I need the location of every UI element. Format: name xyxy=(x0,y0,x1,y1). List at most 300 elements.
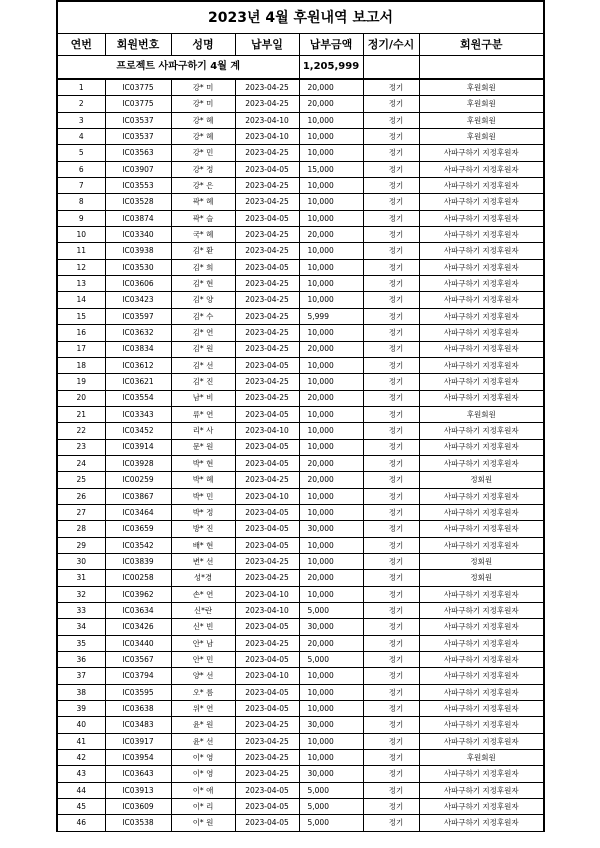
row-pay-date-cell: 2023-04-25 xyxy=(235,390,299,406)
row-name-cell: 강* 혜 xyxy=(171,129,235,145)
row-amount-cell: 20,000 xyxy=(299,227,363,243)
row-seq-cell: 19 xyxy=(57,374,105,390)
row-member-type-cell: 사파구하기 지정후원자 xyxy=(419,537,544,553)
row-payment-type-cell: 정기 xyxy=(363,374,419,390)
row-pay-date-cell: 2023-04-25 xyxy=(235,79,299,96)
row-member-type-cell: 사파구하기 지정후원자 xyxy=(419,325,544,341)
row-amount-cell: 20,000 xyxy=(299,635,363,651)
table-row xyxy=(57,799,544,815)
row-pay-date-cell: 2023-04-05 xyxy=(235,504,299,520)
row-seq-cell: 35 xyxy=(57,635,105,651)
row-pay-date-cell: 2023-04-05 xyxy=(235,537,299,553)
row-seq-cell: 38 xyxy=(57,684,105,700)
row-payment-type-cell: 정기 xyxy=(363,472,419,488)
row-member-id-cell: IC03775 xyxy=(105,96,171,112)
row-seq-cell: 36 xyxy=(57,652,105,668)
table-row xyxy=(57,129,544,145)
row-amount-cell: 20,000 xyxy=(299,341,363,357)
row-pay-date-cell: 2023-04-25 xyxy=(235,325,299,341)
row-member-id-cell: IC03839 xyxy=(105,553,171,569)
row-pay-date-cell: 2023-04-25 xyxy=(235,178,299,194)
row-name-cell: 김* 선 xyxy=(171,357,235,373)
row-member-id-cell: IC03530 xyxy=(105,259,171,275)
row-member-id-cell: IC03962 xyxy=(105,586,171,602)
row-member-type-cell: 사파구하기 지정후원자 xyxy=(419,439,544,455)
row-seq-cell: 5 xyxy=(57,145,105,161)
row-pay-date-cell: 2023-04-25 xyxy=(235,308,299,324)
row-member-type-cell: 정회원 xyxy=(419,553,544,569)
row-seq-cell: 42 xyxy=(57,750,105,766)
row-member-type-cell: 후원회원 xyxy=(419,79,544,96)
row-pay-date-cell: 2023-04-25 xyxy=(235,733,299,749)
row-member-id-cell: IC03426 xyxy=(105,619,171,635)
table-row xyxy=(57,227,544,243)
row-seq-cell: 45 xyxy=(57,799,105,815)
row-amount-cell: 30,000 xyxy=(299,521,363,537)
table-row xyxy=(57,79,544,96)
table-row xyxy=(57,488,544,504)
table-row xyxy=(57,521,544,537)
row-name-cell: 김* 연 xyxy=(171,325,235,341)
row-seq-cell: 3 xyxy=(57,112,105,128)
row-name-cell: 이* 애 xyxy=(171,782,235,798)
row-name-cell: 이* 영 xyxy=(171,766,235,782)
row-member-type-cell: 사파구하기 지정후원자 xyxy=(419,619,544,635)
row-member-type-cell: 정회원 xyxy=(419,570,544,586)
row-member-type-cell: 사파구하기 지정후원자 xyxy=(419,782,544,798)
row-seq-cell: 23 xyxy=(57,439,105,455)
row-member-type-cell: 사파구하기 지정후원자 xyxy=(419,390,544,406)
row-seq-cell: 32 xyxy=(57,586,105,602)
row-name-cell: 강* 미 xyxy=(171,79,235,96)
summary-empty-cell xyxy=(419,56,544,80)
row-name-cell: 위* 연 xyxy=(171,701,235,717)
row-member-id-cell: IC03609 xyxy=(105,799,171,815)
row-amount-cell: 20,000 xyxy=(299,96,363,112)
row-pay-date-cell: 2023-04-05 xyxy=(235,439,299,455)
row-name-cell: 국* 혜 xyxy=(171,227,235,243)
header-amount: 납부금액 xyxy=(299,34,363,56)
table-row xyxy=(57,570,544,586)
row-member-id-cell: IC03528 xyxy=(105,194,171,210)
row-seq-cell: 4 xyxy=(57,129,105,145)
row-pay-date-cell: 2023-04-05 xyxy=(235,259,299,275)
row-payment-type-cell: 정기 xyxy=(363,439,419,455)
row-name-cell: 강* 정 xyxy=(171,161,235,177)
row-member-id-cell: IC03423 xyxy=(105,292,171,308)
row-member-id-cell: IC03343 xyxy=(105,406,171,422)
row-pay-date-cell: 2023-04-05 xyxy=(235,815,299,831)
row-pay-date-cell: 2023-04-25 xyxy=(235,243,299,259)
table-row xyxy=(57,472,544,488)
row-pay-date-cell: 2023-04-25 xyxy=(235,635,299,651)
table-row xyxy=(57,701,544,717)
row-member-id-cell: IC03834 xyxy=(105,341,171,357)
row-amount-cell: 10,000 xyxy=(299,145,363,161)
row-seq-cell: 31 xyxy=(57,570,105,586)
row-pay-date-cell: 2023-04-10 xyxy=(235,603,299,619)
row-amount-cell: 10,000 xyxy=(299,194,363,210)
row-seq-cell: 37 xyxy=(57,668,105,684)
report-sheet xyxy=(56,0,543,832)
row-payment-type-cell: 정기 xyxy=(363,603,419,619)
row-name-cell: 강* 미 xyxy=(171,96,235,112)
row-member-type-cell: 사파구하기 지정후원자 xyxy=(419,701,544,717)
row-amount-cell: 10,000 xyxy=(299,733,363,749)
row-member-type-cell: 사파구하기 지정후원자 xyxy=(419,684,544,700)
row-pay-date-cell: 2023-04-05 xyxy=(235,619,299,635)
row-seq-cell: 43 xyxy=(57,766,105,782)
row-payment-type-cell: 정기 xyxy=(363,521,419,537)
row-name-cell: 양* 선 xyxy=(171,668,235,684)
row-pay-date-cell: 2023-04-05 xyxy=(235,357,299,373)
row-name-cell: 류* 연 xyxy=(171,406,235,422)
row-member-type-cell: 사파구하기 지정후원자 xyxy=(419,815,544,831)
table-row xyxy=(57,635,544,651)
row-pay-date-cell: 2023-04-25 xyxy=(235,750,299,766)
header-member-type: 회원구분 xyxy=(419,34,544,56)
row-member-type-cell: 사파구하기 지정후원자 xyxy=(419,243,544,259)
row-amount-cell: 5,000 xyxy=(299,815,363,831)
row-seq-cell: 26 xyxy=(57,488,105,504)
row-seq-cell: 14 xyxy=(57,292,105,308)
row-seq-cell: 20 xyxy=(57,390,105,406)
row-payment-type-cell: 정기 xyxy=(363,423,419,439)
row-pay-date-cell: 2023-04-05 xyxy=(235,652,299,668)
row-member-id-cell: IC03440 xyxy=(105,635,171,651)
header-row xyxy=(57,34,544,56)
row-amount-cell: 20,000 xyxy=(299,390,363,406)
row-member-type-cell: 사파구하기 지정후원자 xyxy=(419,799,544,815)
row-member-id-cell: IC03538 xyxy=(105,815,171,831)
row-member-id-cell: IC03612 xyxy=(105,357,171,373)
row-member-id-cell: IC03553 xyxy=(105,178,171,194)
row-payment-type-cell: 정기 xyxy=(363,750,419,766)
table-row xyxy=(57,145,544,161)
row-pay-date-cell: 2023-04-10 xyxy=(235,112,299,128)
row-member-type-cell: 사파구하기 지정후원자 xyxy=(419,145,544,161)
row-payment-type-cell: 정기 xyxy=(363,799,419,815)
table-row xyxy=(57,161,544,177)
row-pay-date-cell: 2023-04-25 xyxy=(235,374,299,390)
report-body xyxy=(57,1,544,831)
row-pay-date-cell: 2023-04-25 xyxy=(235,194,299,210)
row-seq-cell: 22 xyxy=(57,423,105,439)
table-row xyxy=(57,390,544,406)
row-amount-cell: 10,000 xyxy=(299,537,363,553)
report-title: 2023년 4월 후원내역 보고서 xyxy=(57,1,544,34)
row-amount-cell: 10,000 xyxy=(299,586,363,602)
row-amount-cell: 10,000 xyxy=(299,701,363,717)
table-row xyxy=(57,308,544,324)
row-name-cell: 김* 양 xyxy=(171,292,235,308)
row-name-cell: 리* 사 xyxy=(171,423,235,439)
header-seq: 연번 xyxy=(57,34,105,56)
row-member-type-cell: 사파구하기 지정후원자 xyxy=(419,603,544,619)
row-pay-date-cell: 2023-04-25 xyxy=(235,472,299,488)
row-name-cell: 강* 민 xyxy=(171,145,235,161)
row-amount-cell: 10,000 xyxy=(299,553,363,569)
row-member-type-cell: 사파구하기 지정후원자 xyxy=(419,259,544,275)
row-name-cell: 박* 정 xyxy=(171,504,235,520)
row-member-id-cell: IC00259 xyxy=(105,472,171,488)
table-row xyxy=(57,243,544,259)
row-member-id-cell: IC03907 xyxy=(105,161,171,177)
row-seq-cell: 29 xyxy=(57,537,105,553)
table-row xyxy=(57,194,544,210)
row-amount-cell: 30,000 xyxy=(299,619,363,635)
row-name-cell: 손* 연 xyxy=(171,586,235,602)
row-pay-date-cell: 2023-04-10 xyxy=(235,586,299,602)
row-seq-cell: 41 xyxy=(57,733,105,749)
row-seq-cell: 40 xyxy=(57,717,105,733)
summary-empty-cell xyxy=(363,56,419,80)
row-member-id-cell: IC03913 xyxy=(105,782,171,798)
row-seq-cell: 27 xyxy=(57,504,105,520)
row-member-type-cell: 사파구하기 지정후원자 xyxy=(419,586,544,602)
row-pay-date-cell: 2023-04-25 xyxy=(235,292,299,308)
header-pay-date: 납부일 xyxy=(235,34,299,56)
row-member-type-cell: 사파구하기 지정후원자 xyxy=(419,308,544,324)
row-seq-cell: 30 xyxy=(57,553,105,569)
row-payment-type-cell: 정기 xyxy=(363,766,419,782)
row-member-type-cell: 사파구하기 지정후원자 xyxy=(419,210,544,226)
row-name-cell: 곽* 혜 xyxy=(171,194,235,210)
summary-amount: 1,205,999 xyxy=(299,56,363,80)
row-payment-type-cell: 정기 xyxy=(363,178,419,194)
row-member-id-cell: IC03597 xyxy=(105,308,171,324)
row-member-type-cell: 사파구하기 지정후원자 xyxy=(419,766,544,782)
row-amount-cell: 5,000 xyxy=(299,652,363,668)
row-amount-cell: 10,000 xyxy=(299,292,363,308)
table-row xyxy=(57,684,544,700)
row-member-type-cell: 사파구하기 지정후원자 xyxy=(419,488,544,504)
row-member-id-cell: IC03938 xyxy=(105,243,171,259)
row-member-id-cell: IC03621 xyxy=(105,374,171,390)
row-member-id-cell: IC03483 xyxy=(105,717,171,733)
table-row xyxy=(57,423,544,439)
row-name-cell: 강* 혜 xyxy=(171,112,235,128)
row-amount-cell: 10,000 xyxy=(299,129,363,145)
row-member-type-cell: 사파구하기 지정후원자 xyxy=(419,423,544,439)
row-payment-type-cell: 정기 xyxy=(363,815,419,831)
row-payment-type-cell: 정기 xyxy=(363,308,419,324)
row-member-id-cell: IC03537 xyxy=(105,129,171,145)
row-name-cell: 방* 진 xyxy=(171,521,235,537)
row-name-cell: 윤* 원 xyxy=(171,717,235,733)
table-row xyxy=(57,815,544,831)
row-payment-type-cell: 정기 xyxy=(363,635,419,651)
table-row xyxy=(57,276,544,292)
row-amount-cell: 10,000 xyxy=(299,684,363,700)
row-member-type-cell: 사파구하기 지정후원자 xyxy=(419,227,544,243)
row-name-cell: 남* 비 xyxy=(171,390,235,406)
table-row xyxy=(57,341,544,357)
row-pay-date-cell: 2023-04-05 xyxy=(235,799,299,815)
row-member-id-cell: IC00258 xyxy=(105,570,171,586)
table-row xyxy=(57,603,544,619)
row-member-type-cell: 사파구하기 지정후원자 xyxy=(419,341,544,357)
row-payment-type-cell: 정기 xyxy=(363,406,419,422)
row-payment-type-cell: 정기 xyxy=(363,504,419,520)
row-payment-type-cell: 정기 xyxy=(363,717,419,733)
row-member-type-cell: 사파구하기 지정후원자 xyxy=(419,374,544,390)
row-payment-type-cell: 정기 xyxy=(363,652,419,668)
row-name-cell: 윤* 선 xyxy=(171,733,235,749)
row-member-type-cell: 후원회원 xyxy=(419,129,544,145)
row-name-cell: 성*경 xyxy=(171,570,235,586)
row-pay-date-cell: 2023-04-25 xyxy=(235,227,299,243)
table-row xyxy=(57,586,544,602)
row-name-cell: 강* 은 xyxy=(171,178,235,194)
row-seq-cell: 8 xyxy=(57,194,105,210)
table-row xyxy=(57,292,544,308)
row-payment-type-cell: 정기 xyxy=(363,210,419,226)
table-row xyxy=(57,652,544,668)
row-name-cell: 김* 수 xyxy=(171,308,235,324)
row-amount-cell: 10,000 xyxy=(299,374,363,390)
row-seq-cell: 21 xyxy=(57,406,105,422)
row-pay-date-cell: 2023-04-10 xyxy=(235,129,299,145)
row-member-id-cell: IC03917 xyxy=(105,733,171,749)
row-seq-cell: 16 xyxy=(57,325,105,341)
table-row xyxy=(57,537,544,553)
row-payment-type-cell: 정기 xyxy=(363,243,419,259)
row-amount-cell: 5,000 xyxy=(299,799,363,815)
summary-row xyxy=(57,56,544,80)
row-name-cell: 이* 원 xyxy=(171,815,235,831)
table-row xyxy=(57,733,544,749)
row-seq-cell: 44 xyxy=(57,782,105,798)
row-member-id-cell: IC03867 xyxy=(105,488,171,504)
donation-report-table xyxy=(56,0,545,832)
row-payment-type-cell: 정기 xyxy=(363,701,419,717)
row-member-type-cell: 사파구하기 지정후원자 xyxy=(419,521,544,537)
table-row xyxy=(57,553,544,569)
row-seq-cell: 12 xyxy=(57,259,105,275)
row-pay-date-cell: 2023-04-25 xyxy=(235,96,299,112)
row-payment-type-cell: 정기 xyxy=(363,488,419,504)
row-payment-type-cell: 정기 xyxy=(363,684,419,700)
row-amount-cell: 20,000 xyxy=(299,570,363,586)
row-name-cell: 박* 현 xyxy=(171,455,235,471)
row-name-cell: 안* 민 xyxy=(171,652,235,668)
table-row xyxy=(57,504,544,520)
row-payment-type-cell: 정기 xyxy=(363,129,419,145)
row-pay-date-cell: 2023-04-05 xyxy=(235,701,299,717)
row-payment-type-cell: 정기 xyxy=(363,96,419,112)
row-amount-cell: 5,000 xyxy=(299,603,363,619)
row-pay-date-cell: 2023-04-05 xyxy=(235,782,299,798)
row-amount-cell: 10,000 xyxy=(299,325,363,341)
row-payment-type-cell: 정기 xyxy=(363,537,419,553)
row-pay-date-cell: 2023-04-25 xyxy=(235,276,299,292)
row-name-cell: 신* 빈 xyxy=(171,619,235,635)
row-member-type-cell: 사파구하기 지정후원자 xyxy=(419,194,544,210)
row-name-cell: 안* 남 xyxy=(171,635,235,651)
row-payment-type-cell: 정기 xyxy=(363,733,419,749)
row-member-type-cell: 사파구하기 지정후원자 xyxy=(419,292,544,308)
row-seq-cell: 11 xyxy=(57,243,105,259)
row-member-type-cell: 사파구하기 지정후원자 xyxy=(419,733,544,749)
row-member-type-cell: 사파구하기 지정후원자 xyxy=(419,455,544,471)
row-member-type-cell: 사파구하기 지정후원자 xyxy=(419,668,544,684)
row-seq-cell: 15 xyxy=(57,308,105,324)
table-row xyxy=(57,325,544,341)
row-pay-date-cell: 2023-04-05 xyxy=(235,406,299,422)
row-name-cell: 김* 희 xyxy=(171,259,235,275)
row-amount-cell: 5,000 xyxy=(299,782,363,798)
row-amount-cell: 5,999 xyxy=(299,308,363,324)
row-payment-type-cell: 정기 xyxy=(363,276,419,292)
row-member-type-cell: 후원회원 xyxy=(419,406,544,422)
row-member-id-cell: IC03634 xyxy=(105,603,171,619)
row-member-type-cell: 후원회원 xyxy=(419,750,544,766)
row-seq-cell: 34 xyxy=(57,619,105,635)
row-seq-cell: 7 xyxy=(57,178,105,194)
row-member-type-cell: 사파구하기 지정후원자 xyxy=(419,635,544,651)
row-seq-cell: 46 xyxy=(57,815,105,831)
row-member-id-cell: IC03794 xyxy=(105,668,171,684)
table-row xyxy=(57,750,544,766)
row-amount-cell: 10,000 xyxy=(299,112,363,128)
header-name: 성명 xyxy=(171,34,235,56)
row-member-type-cell: 후원회원 xyxy=(419,96,544,112)
row-name-cell: 박* 민 xyxy=(171,488,235,504)
row-seq-cell: 25 xyxy=(57,472,105,488)
header-payment-type: 정기/수시 xyxy=(363,34,419,56)
row-amount-cell: 30,000 xyxy=(299,766,363,782)
row-payment-type-cell: 정기 xyxy=(363,455,419,471)
row-payment-type-cell: 정기 xyxy=(363,782,419,798)
row-member-id-cell: IC03659 xyxy=(105,521,171,537)
row-member-id-cell: IC03954 xyxy=(105,750,171,766)
row-pay-date-cell: 2023-04-05 xyxy=(235,684,299,700)
row-member-id-cell: IC03464 xyxy=(105,504,171,520)
row-amount-cell: 10,000 xyxy=(299,210,363,226)
row-seq-cell: 10 xyxy=(57,227,105,243)
row-payment-type-cell: 정기 xyxy=(363,79,419,96)
table-row xyxy=(57,259,544,275)
row-pay-date-cell: 2023-04-10 xyxy=(235,423,299,439)
row-member-id-cell: IC03874 xyxy=(105,210,171,226)
row-pay-date-cell: 2023-04-25 xyxy=(235,341,299,357)
row-name-cell: 신*란 xyxy=(171,603,235,619)
row-name-cell: 배* 현 xyxy=(171,537,235,553)
row-payment-type-cell: 정기 xyxy=(363,553,419,569)
table-row xyxy=(57,439,544,455)
row-member-id-cell: IC03340 xyxy=(105,227,171,243)
row-member-id-cell: IC03537 xyxy=(105,112,171,128)
row-amount-cell: 15,000 xyxy=(299,161,363,177)
row-payment-type-cell: 정기 xyxy=(363,112,419,128)
row-seq-cell: 28 xyxy=(57,521,105,537)
row-amount-cell: 10,000 xyxy=(299,439,363,455)
row-payment-type-cell: 정기 xyxy=(363,357,419,373)
row-amount-cell: 10,000 xyxy=(299,178,363,194)
table-row xyxy=(57,717,544,733)
row-member-id-cell: IC03775 xyxy=(105,79,171,96)
row-pay-date-cell: 2023-04-10 xyxy=(235,668,299,684)
table-row xyxy=(57,210,544,226)
table-row xyxy=(57,619,544,635)
table-row xyxy=(57,782,544,798)
row-pay-date-cell: 2023-04-10 xyxy=(235,488,299,504)
row-member-id-cell: IC03638 xyxy=(105,701,171,717)
row-seq-cell: 17 xyxy=(57,341,105,357)
row-name-cell: 오* 름 xyxy=(171,684,235,700)
summary-label: 프로젝트 사파구하기 4월 계 xyxy=(57,56,299,80)
